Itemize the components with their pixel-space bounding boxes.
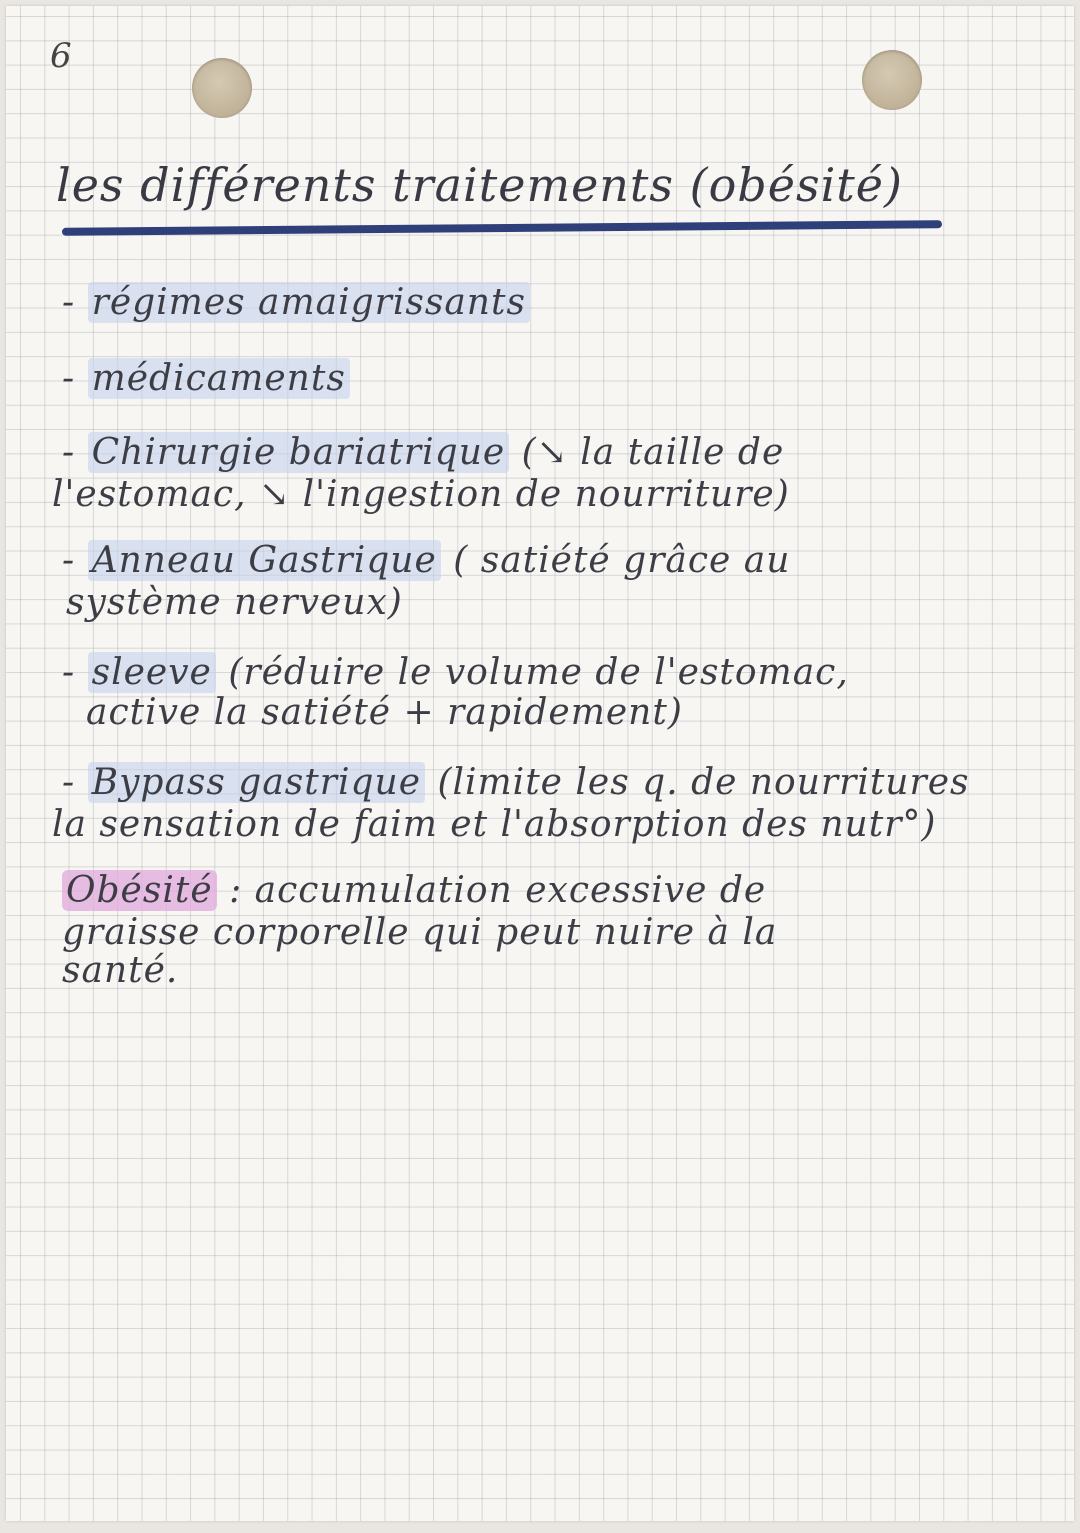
treatment-item: [62, 540, 790, 581]
treatment-detail: (limite les q. de nourritures: [437, 762, 970, 803]
treatment-item: [62, 762, 969, 803]
definition-line: santé.: [62, 950, 179, 991]
treatment-detail-continued: système nerveux): [66, 582, 403, 623]
page-number: 6: [50, 36, 72, 76]
bullet-dash: -: [62, 282, 88, 323]
definition-line: graisse corporelle qui peut nuire à la: [62, 912, 778, 953]
page-title: les différents traitements (obésité): [56, 158, 903, 212]
treatment-name: régimes amaigrissants: [88, 282, 530, 323]
treatment-detail: (↘ la taille de: [521, 432, 785, 473]
definition-line: [62, 870, 766, 911]
treatment-detail: ( satiété grâce au: [453, 540, 791, 581]
notebook-page: [6, 6, 1074, 1521]
treatment-detail: (réduire le volume de l'estomac,: [228, 652, 849, 693]
treatment-name: Chirurgie bariatrique: [88, 432, 510, 473]
treatment-name: médicaments: [88, 358, 350, 399]
bullet-dash: -: [62, 540, 88, 581]
bullet-dash: -: [62, 358, 88, 399]
binder-hole-right: [862, 50, 922, 110]
treatment-detail-continued: la sensation de faim et l'absorption des nutr°): [52, 804, 937, 845]
definition-term: Obésité: [62, 870, 217, 911]
treatment-detail-continued: l'estomac, ↘ l'ingestion de nourriture): [52, 474, 790, 515]
bullet-dash: -: [62, 652, 88, 693]
treatment-name: Bypass gastrique: [88, 762, 425, 803]
binder-hole-left: [192, 58, 252, 118]
title-underline: [62, 220, 942, 236]
treatment-item: [62, 358, 350, 399]
treatment-item: [62, 652, 849, 693]
treatment-detail-continued: active la satiété + rapidement): [86, 692, 683, 733]
treatment-name: sleeve: [88, 652, 216, 693]
bullet-dash: -: [62, 432, 88, 473]
definition-text: : accumulation excessive de: [229, 870, 767, 911]
treatment-name: Anneau Gastrique: [88, 540, 441, 581]
treatment-item: [62, 432, 784, 473]
treatment-item: [62, 282, 530, 323]
bullet-dash: -: [62, 762, 88, 803]
